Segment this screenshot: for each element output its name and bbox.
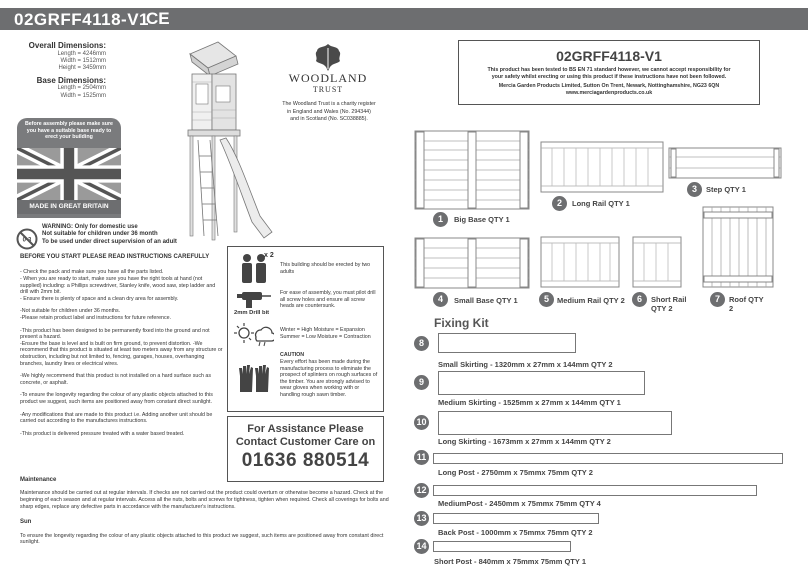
part-label: Short Rail QTY 2 [651,295,687,313]
made-in-label: MADE IN GREAT BRITAIN [17,200,121,214]
part-number-badge: 5 [539,292,554,307]
overall-title: Overall Dimensions: [28,41,106,50]
product-box-tested: This product has been tested to BS EN 71 standard however, we cannot accept responsibility for your safety whilst erecting or using this product if these instructions have not been followed. [487,67,731,80]
fixing-number-badge: 14 [414,539,429,554]
before-assembly-panel [17,118,121,218]
instruction-paragraph: -To ensure the longevity regarding the colour of any plastic objects attached to this product we suggest, such items are positioned away from constant direct sunlight. [20,392,213,405]
drill-label: 2mm Drill bit [234,310,270,316]
instruction-paragraph: -Any modifications that are made to this product i.e. Adding another unit should be carried out according to the manufactures instructions. [20,411,213,425]
svg-text:0-3: 0-3 [22,237,32,244]
part-label: Big Base QTY 1 [454,215,510,224]
fixing-number-badge: 8 [414,336,429,351]
overall-length: Length = 4246mm [57,50,106,57]
maintenance-heading: Maintenance [20,477,57,483]
fixing-number-badge: 12 [414,483,429,498]
caution-heading: CAUTION [280,352,305,358]
weather-text: Winter = High Moisture = Expansion Summer = Low Moisture = Contraction [280,327,371,340]
header-bar [0,8,808,30]
drill-text: For ease of assembly, you must pilot drill all screw holes and ensure all screw heads are countersunk. [280,290,376,310]
fixing-label: MediumPost - 2450mm x 75mmx 75mm QTY 4 [438,499,601,508]
step-drawing [668,147,782,179]
warning-line-2: Not suitable for children under 36 month [42,231,158,238]
overall-height: Height = 3459mm [58,65,106,72]
overall-width: Width = 1512mm [60,57,106,64]
instruction-paragraph: - Check the pack and make sure you have all the parts listed. [20,269,164,276]
trust-text: The Woodland Trust is a charity register in England and Wales (No. 294344) and in Scotland (No. SC038885). [282,101,376,122]
small-skirting-drawing [438,333,576,353]
sun-heading: Sun [20,519,32,526]
product-box-address: Mercia Garden Products Limited, Sutton On Trent, Newark, Nottinghamshire, NG23 6QN [498,83,720,90]
before-assembly-text: Before assembly please make sure you have a suitable base ready to erect your building [24,121,114,141]
part-label: Small Base QTY 1 [454,296,518,305]
part-label: Long Rail QTY 1 [572,199,630,208]
instruction-paragraph: -Ensure the base is level and is built on firm ground, to prevent distortion. -We recommend that this product is situated at least two meters away from any structure or obstruction, including but not limited to, fencing, garages, houses, overhanging branches, laundry lines or electrical wires. [20,340,223,367]
instructions-heading: BEFORE YOU START PLEASE READ INSTRUCTIONS CAREFULLY [20,254,210,260]
age-warning-icon [16,228,38,250]
people-text: This building should be erected by two adults [280,262,371,275]
fixing-number-badge: 11 [414,450,429,465]
instructions-block [20,254,224,437]
brand-line-2: TRUST [312,85,344,94]
fixing-label: Short Post - 840mm x 75mmx 75mm QTY 1 [434,557,587,566]
fixing-number-badge: 10 [414,415,429,430]
fixing-label: Long Skirting - 1673mm x 27mm x 144mm QTY 2 [438,437,611,446]
oak-leaf-icon [312,42,344,72]
part-label: Roof QTY 2 [729,295,764,313]
part-number-badge: 1 [433,212,448,227]
fixing-label: Long Post - 2750mm x 75mmx 75mm QTY 2 [438,468,593,477]
small-base-drawing [414,237,530,289]
roof-drawing [702,206,774,288]
part-label: Medium Rail QTY 2 [557,296,625,305]
long-rail-drawing [540,141,664,193]
part-label: Step QTY 1 [706,185,746,194]
union-flag-icon [17,148,121,200]
part-number-badge: 7 [710,292,725,307]
woodland-trust-logo [282,42,374,94]
caution-text: Every effort has been made during the manufacturing process to eliminate the prospect of splinters on rough surfaces of the timber. You are strongly advised to wear gloves when working with or handling rough sawn timber. [280,359,378,398]
fixing-label: Medium Skirting - 1525mm x 27mm x 144mm QTY 1 [438,398,621,407]
customer-care-box [227,416,384,482]
base-length: Length = 2504mm [57,85,106,92]
warning-line-3: To be used under direct supervision of an adult [42,238,177,245]
medium-skirting-drawing [438,371,645,395]
base-width: Width = 1525mm [60,92,106,99]
part-number-badge: 6 [632,292,647,307]
base-title: Base Dimensions: [36,75,106,85]
instruction-paragraph: - When you are ready to start, make sure you have the right tools at hand (not supplied) including: a Phillips screwdriver, Stanley knife, wood saw, step ladder and drill with 2mm bit. [20,276,216,296]
medium-rail-drawing [540,236,620,288]
fixing-label: Back Post - 1000mm x 75mmx 75mm QTY 2 [438,528,593,537]
long-post-drawing [433,453,783,464]
assist-line-1: For Assistance Please [247,423,364,435]
short-rail-drawing [632,236,682,288]
product-box-title: 02GRFF4118-V1 [556,48,662,64]
brand-line-1: WOODLAND [288,71,368,85]
instruction-paragraph: -Please retain product label and instructions for future reference. [20,314,172,321]
sun-text: To ensure the longevity regarding the colour of any plastic objects attached to this product we suggest, such items are positioned away from constant direct sunlight. [20,532,384,546]
product-info-box [458,40,760,105]
fixing-number-badge: 13 [414,511,429,526]
part-number-badge: 2 [552,196,567,211]
part-number-badge: 4 [433,292,448,307]
product-box-web[interactable]: www.merciagardenproducts.co.uk [565,89,653,96]
short-post-drawing [433,541,571,552]
instruction-paragraph: - Ensure there is plenty of space and a clean dry area for assembly. [20,295,179,302]
maintenance-text: Maintenance should be carried out at regular intervals. If checks are not carried out the product could overturn or otherwise become a hazard. Check at the beginning of each season and at regular intervals. Access all the nuts, bolts and screws for tightness, tighten when required. Check all coverings for bolts and sharp edges, replace any defective parts in accordance with the manufacturer's instructions. [20,490,389,510]
fixing-number-badge: 9 [414,375,429,390]
maintenance-block [20,477,390,546]
back-post-drawing [433,513,599,524]
people-count: x 2 [264,252,274,259]
instruction-paragraph: -We highly recommend that this product is not installed on a hard surface such as concrete, or asphalt. [20,373,211,386]
product-code: 02GRFF4118-V1 [14,10,150,29]
instruction-paragraph: -Not suitable for children under 36 months. [20,308,121,315]
warning-line-1: WARNING: Only for domestic use [42,224,138,230]
part-number-badge: 3 [687,182,702,197]
playtower-illustration [160,36,280,246]
medium-post-drawing [433,485,757,496]
fixing-label: Small Skirting - 1320mm x 27mm x 144mm QTY 2 [438,360,613,369]
instruction-paragraph: -This product has been designed to be permanently fixed into the ground and not present a hazard. [20,327,210,341]
assist-line-2: Contact Customer Care on [235,436,376,448]
instruction-paragraph: -This product is delivered pressure treated with a water based treated. [20,430,185,437]
ce-mark: CE [146,9,170,28]
phone-number[interactable]: 01636 880514 [241,450,370,471]
weather-icon [230,320,278,348]
fixing-kit-heading: Fixing Kit [434,316,489,330]
drill-icon [230,288,278,310]
big-base-drawing [414,130,530,210]
long-skirting-drawing [438,411,672,435]
overall-dimensions [10,41,106,100]
gloves-icon [230,360,278,396]
